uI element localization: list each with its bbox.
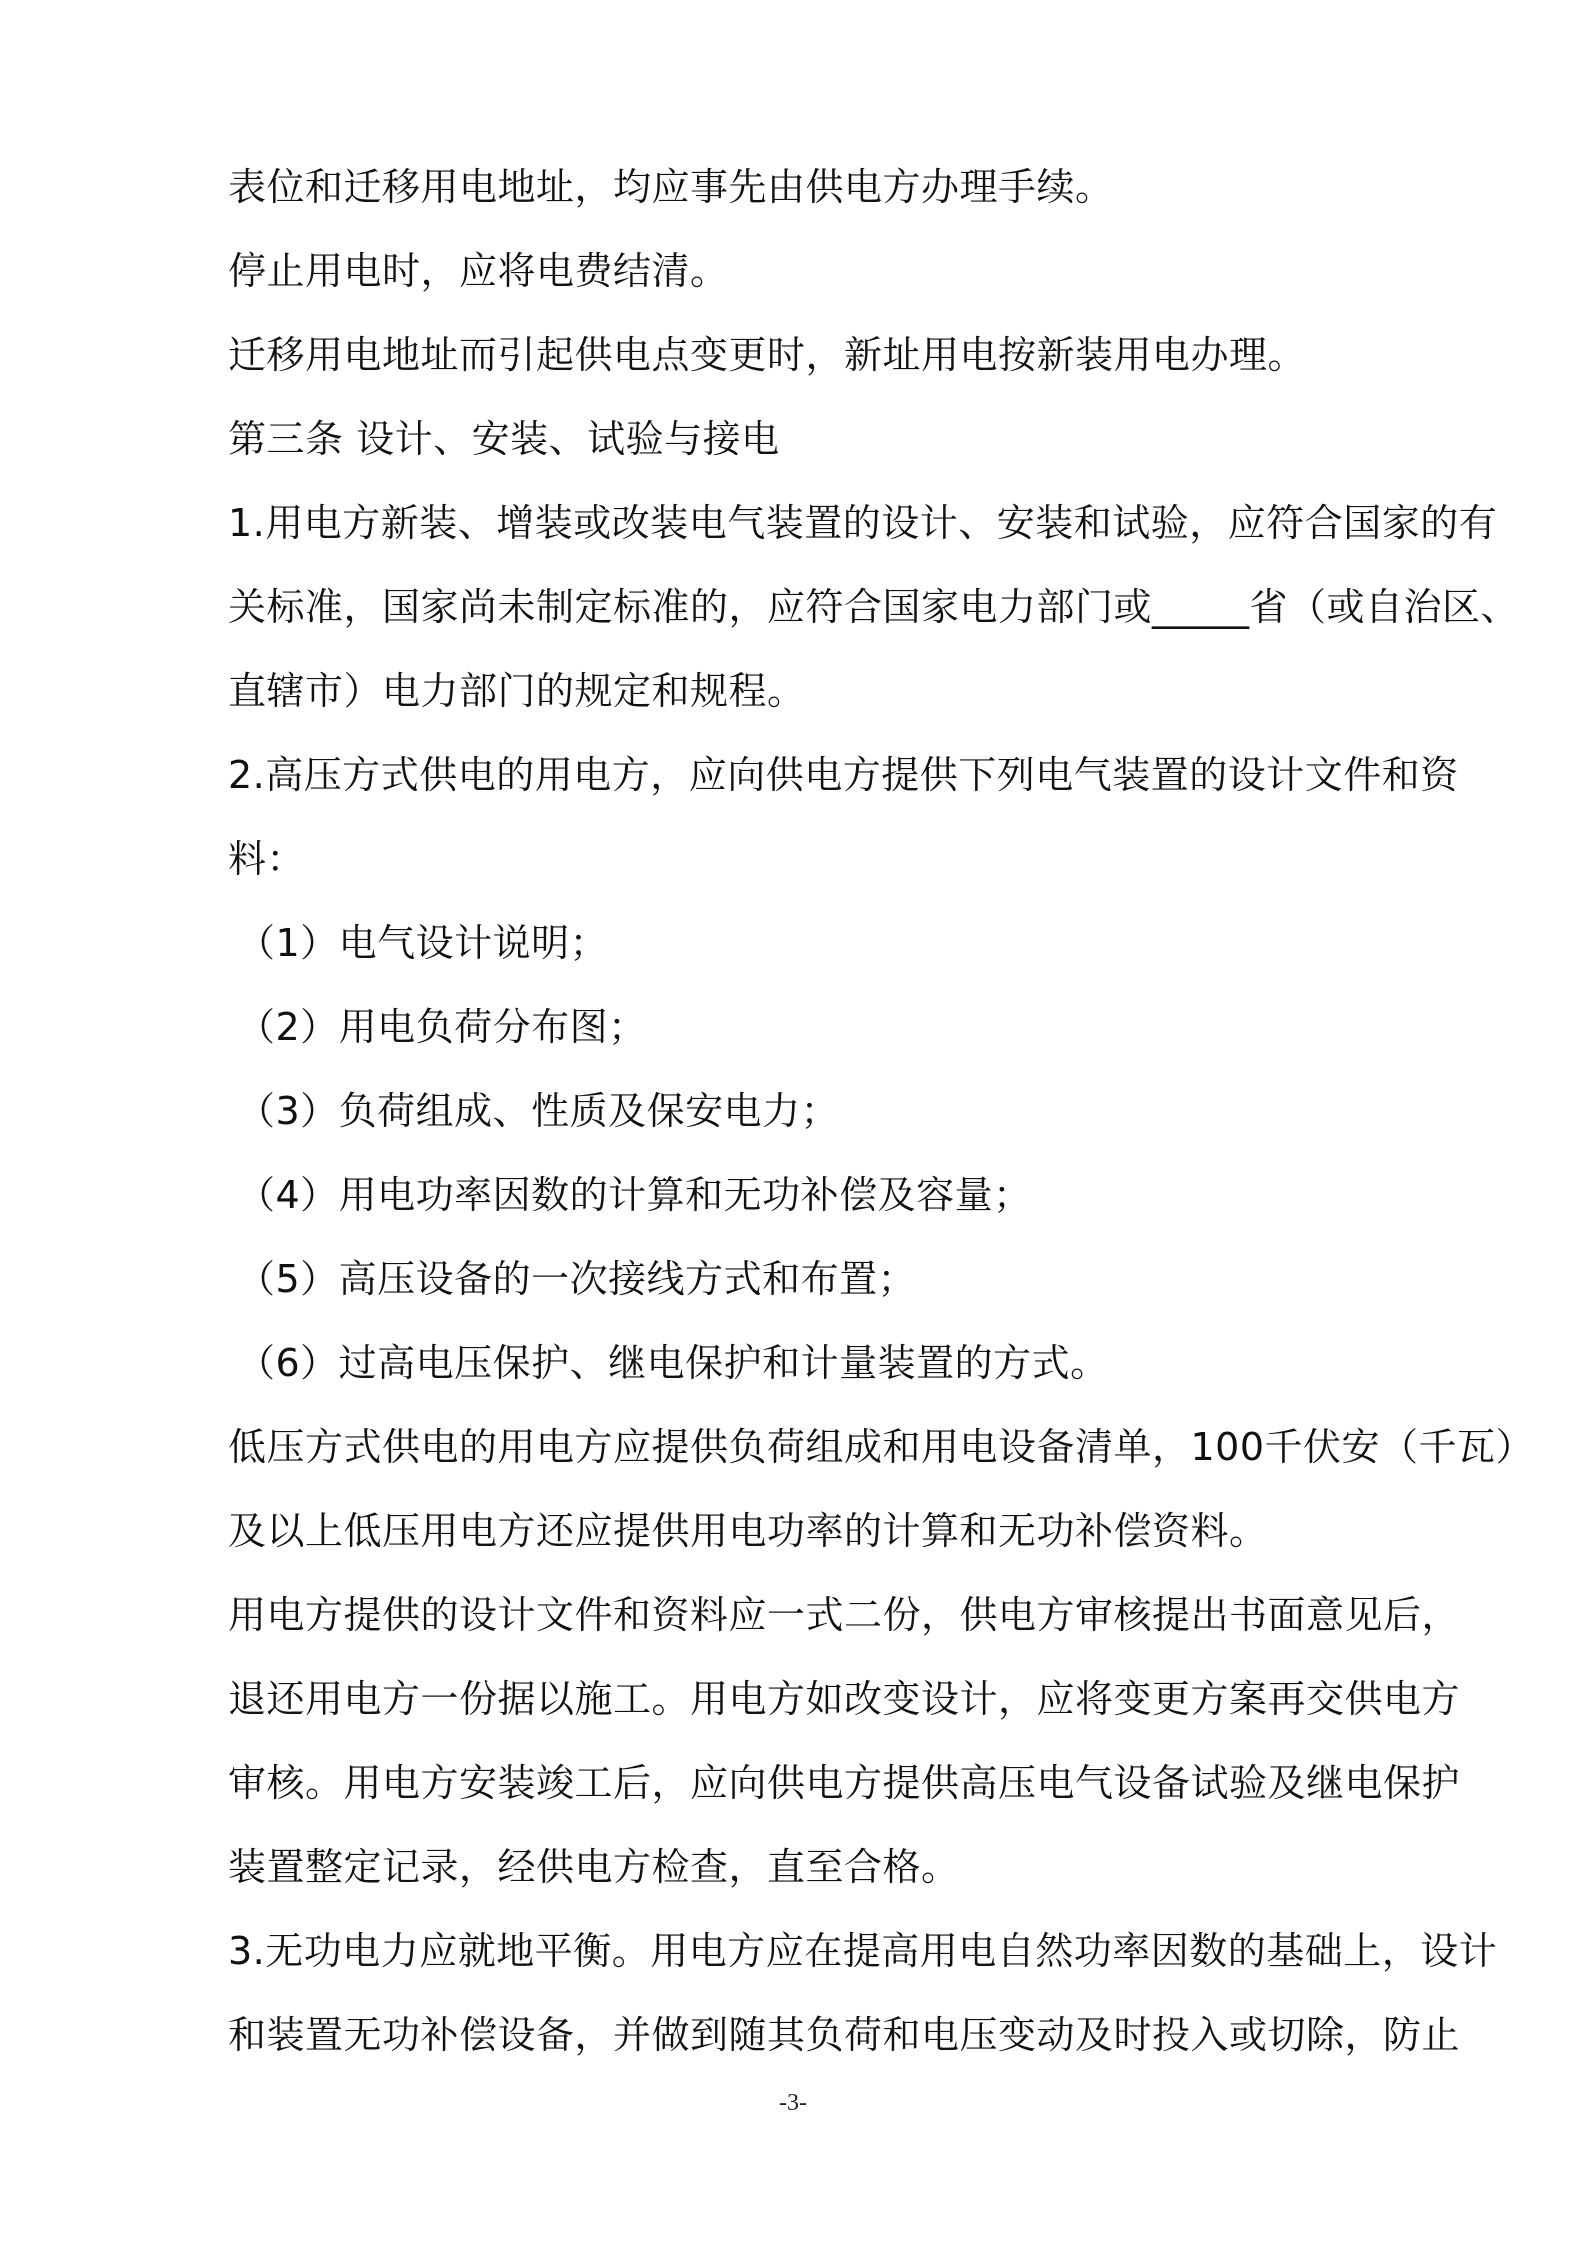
text-line: 及以上低压用电方还应提供用电功率的计算和无功补偿资料。 bbox=[228, 1509, 1268, 1553]
text-line: 料： bbox=[228, 837, 306, 881]
page-number: -3- bbox=[779, 2090, 807, 2116]
text-line: 装置整定记录，经供电方检查，直至合格。 bbox=[228, 1845, 960, 1889]
text-line: 用电方提供的设计文件和资料应一式二份，供电方审核提出书面意见后， bbox=[228, 1593, 1461, 1637]
list-item: （4）用电功率因数的计算和无功补偿及容量； bbox=[237, 1173, 1032, 1217]
text-line: 迁移用电地址而引起供电点变更时，新址用电按新装用电办理。 bbox=[228, 333, 1307, 377]
list-item: （6）过高电压保护、继电保护和计量装置的方式。 bbox=[237, 1341, 1109, 1385]
text-line: 2.高压方式供电的用电方，应向供电方提供下列电气装置的设计文件和资 bbox=[228, 753, 1459, 797]
text-line: 停止用电时，应将电费结清。 bbox=[228, 249, 729, 293]
text-line: 3.无功电力应就地平衡。用电方应在提高用电自然功率因数的基础上，设计 bbox=[228, 1929, 1498, 1973]
text-line: 审核。用电方安装竣工后，应向供电方提供高压电气设备试验及继电保护 bbox=[228, 1761, 1461, 1805]
text-line: 和装置无功补偿设备，并做到随其负荷和电压变动及时投入或切除，防止 bbox=[228, 2013, 1461, 2057]
text-line: 低压方式供电的用电方应提供负荷组成和用电设备清单，100千伏安（千瓦） bbox=[228, 1425, 1535, 1469]
section-heading: 第三条 设计、安装、试验与接电 bbox=[228, 417, 780, 461]
list-item: （2）用电负荷分布图； bbox=[237, 1005, 647, 1049]
text-line: 退还用电方一份据以施工。用电方如改变设计，应将变更方案再交供电方 bbox=[228, 1677, 1461, 1721]
text-line: 直辖市）电力部门的规定和规程。 bbox=[228, 669, 806, 713]
list-item: （3）负荷组成、性质及保安电力； bbox=[237, 1089, 840, 1133]
list-item: （1）电气设计说明； bbox=[237, 921, 609, 965]
list-item: （5）高压设备的一次接线方式和布置； bbox=[237, 1257, 917, 1301]
text-line: 1.用电方新装、增装或改装电气装置的设计、安装和试验，应符合国家的有 bbox=[228, 501, 1498, 545]
text-line: 表位和迁移用电地址，均应事先由供电方办理手续。 bbox=[228, 165, 1114, 209]
text-line: 关标准，国家尚未制定标准的，应符合国家电力部门或_____省（或自治区、 bbox=[228, 585, 1520, 629]
